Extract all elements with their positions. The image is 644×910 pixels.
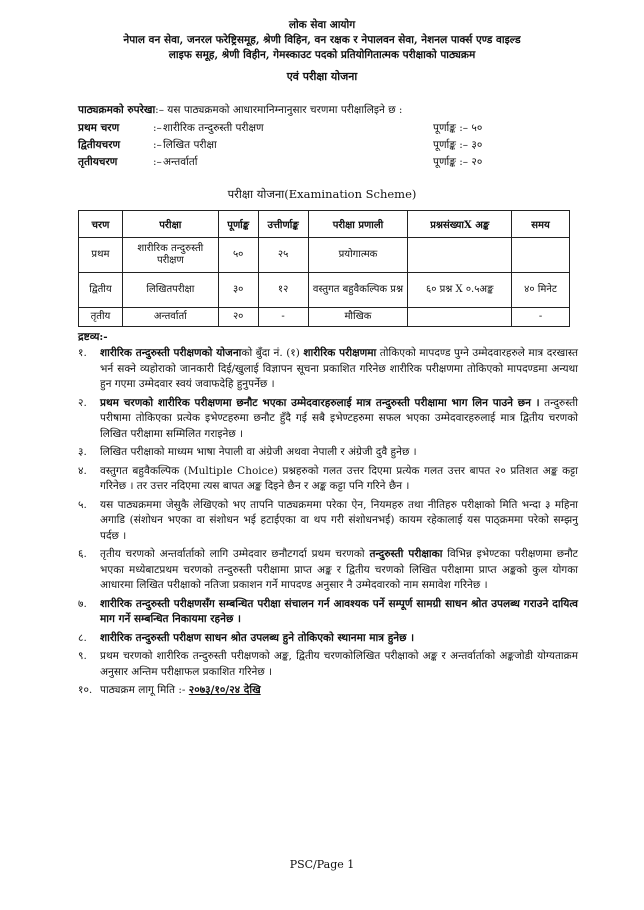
table-cell: ४० मिनेट bbox=[512, 273, 570, 308]
stage-marks: पूर्णाङ्क :– २० bbox=[433, 156, 483, 168]
column-header: समय bbox=[512, 211, 570, 238]
effective-date-label: पाठ्यक्रम लागू मिति :- bbox=[100, 684, 189, 696]
table-cell: प्रथम bbox=[79, 238, 123, 273]
note-number: ४. bbox=[78, 464, 87, 477]
note-item bbox=[78, 464, 578, 495]
note-number: ७. bbox=[78, 597, 87, 610]
note-number: ६. bbox=[78, 548, 87, 560]
table-row bbox=[79, 238, 570, 273]
effective-date: २०७३/१०/२४ देखि bbox=[188, 684, 261, 696]
stage-list bbox=[78, 120, 568, 171]
note-text bbox=[100, 396, 578, 443]
stage-name: द्वितीयचरण bbox=[78, 139, 121, 151]
stage-separator: :– bbox=[153, 156, 162, 168]
column-header: पूर्णाङ्क bbox=[218, 211, 258, 238]
note-bold: प्रथम चरणको शारीरिक परीक्षणमा छनौट भएका उम्मेदवारहरुलाई मात्र तन्दुरुस्ती परीक्षामा भाग लिन पाउने छन । bbox=[100, 396, 540, 409]
note-number: १. bbox=[78, 347, 87, 359]
note-plain: तृतीय चरणको अन्तर्वार्ताको लागि उम्मेदवार छनौटगर्दा प्रथम चरणको bbox=[100, 548, 370, 560]
note-number: १०. bbox=[78, 684, 93, 696]
note-number: ३. bbox=[78, 446, 87, 458]
note-item bbox=[78, 597, 578, 628]
note-text bbox=[100, 346, 578, 393]
column-header: परीक्षा प्रणाली bbox=[308, 211, 408, 238]
stage-row bbox=[78, 120, 568, 137]
exam-scheme-table bbox=[78, 210, 570, 327]
intro-line bbox=[78, 103, 578, 117]
stage-desc: अन्तर्वार्ता bbox=[163, 156, 198, 168]
table-cell: द्वितीय bbox=[79, 273, 123, 308]
header-line-1: लोक सेवा आयोग bbox=[288, 19, 356, 31]
stage-desc: शारीरिक तन्दुरुस्ती परीक्षण bbox=[163, 122, 264, 134]
intro-label: पाठ्यक्रमको रुपरेखा bbox=[78, 104, 156, 116]
column-header: परीक्षा bbox=[122, 211, 218, 238]
note-text: यस पाठ्यक्रममा जेसुकै लेखिएको भए तापनि पाठ्यक्रममा परेका ऐन, नियमहरु तथा नीतिहरु परीक्षाको मिति भन्दा ३ महिना अगाडि (संशोधन भएका वा संशोधन भई हटाईएका वा थप गरी संशोधनभई) कायम रहेकालाई यस पाठ्क्रममा परेको सम्झनु पर्दछ । bbox=[100, 498, 578, 542]
table-cell bbox=[408, 308, 512, 327]
note-text: लिखित परीक्षाको माध्यम भाषा नेपाली वा अंग्रेजी अथवा नेपाली र अंग्रेजी दुवै हुनेछ । bbox=[100, 446, 417, 458]
note-text bbox=[100, 683, 578, 699]
table-cell: अन्तर्वार्ता bbox=[122, 308, 218, 327]
table-cell: मौखिक bbox=[308, 308, 408, 327]
table-cell: - bbox=[258, 308, 308, 327]
page-footer: PSC/Page 1 bbox=[289, 858, 355, 871]
note-plain: विभिन्न इभेण्टका परीक्षणमा छनौट भएका मध्येबाटप्रथम चरणको तन्दुरुस्ती परीक्षामा प्राप्त अङ्क र द्वितीय चरणको लिखित परीक्षामा प्राप्त अङ्कको कुल योगका आधारमा लिखित परीक्षाको नतिजा प्रकाशन गर्ने मापदण्ड अनुसार नै उम्मेदवारको नाम समावेश गरिनेछ । bbox=[100, 548, 578, 591]
note-text bbox=[100, 547, 578, 594]
table-cell: - bbox=[512, 308, 570, 327]
scheme-title: परीक्षा योजना(Examination Scheme) bbox=[227, 187, 417, 201]
note-item bbox=[78, 631, 578, 647]
notes-title: द्रष्टव्य:- bbox=[78, 331, 108, 343]
document-header bbox=[0, 18, 644, 63]
stage-desc: लिखित परीक्षा bbox=[163, 139, 217, 151]
note-item bbox=[78, 396, 578, 443]
note-bold: शारीरिक परीक्षणमा bbox=[303, 347, 377, 359]
stage-name: प्रथम चरण bbox=[78, 122, 120, 134]
stage-name: तृतीयचरण bbox=[78, 156, 118, 168]
stage-marks: पूर्णाङ्क :– ५० bbox=[433, 122, 483, 134]
note-item bbox=[78, 498, 578, 545]
table-cell: ५० bbox=[218, 238, 258, 273]
table-cell: ६० प्रश्न X ०.५अङ्क bbox=[408, 273, 512, 308]
table-cell: तृतीय bbox=[79, 308, 123, 327]
note-number: ५. bbox=[78, 498, 87, 511]
note-item bbox=[78, 547, 578, 594]
note-number: ९. bbox=[78, 650, 87, 662]
table-cell: लिखितपरीक्षा bbox=[122, 273, 218, 308]
note-item bbox=[78, 649, 578, 680]
note-text: प्रथम चरणको शारीरिक तन्दुरुस्ती परीक्षणको अङ्क, द्वितीय चरणकोलिखित परीक्षाको अङ्क र अन्तर्वार्ताको अङ्कजोडी योग्यताक्रम अनुसार अन्तिम परीक्षाफल प्रकाशित गरिनेछ । bbox=[100, 650, 578, 678]
header-subtitle: एवं परीक्षा योजना bbox=[286, 70, 358, 83]
note-text: वस्तुगत बहुवैकल्पिक (Multiple Choice) प्रश्नहरुको गलत उत्तर दिएमा प्रत्येक गलत उत्तर बापत २० प्रतिशत अङ्क कट्टा गरिनेछ । तर उत्तर नदिएमा त्यस बापत अङ्क दिइने छैन र अङ्क कट्टा पनि गरिने छैन । bbox=[100, 464, 578, 492]
note-item bbox=[78, 445, 578, 461]
table-row bbox=[79, 273, 570, 308]
table-cell: वस्तुगत बहुवैकल्पिक प्रश्न bbox=[308, 273, 408, 308]
note-item bbox=[78, 346, 578, 393]
column-header: उत्तीर्णाङ्क bbox=[258, 211, 308, 238]
note-plain: तोकिएको मापदण्ड पुग्ने उम्मेदवारहरुले मात्र दरखास्त भर्न सक्ने व्यहोराको जानकारी दिई/खुलाई विज्ञापन सूचना प्रकाशित गरिनेछ शारीरिक परीक्षणमा तोकिएको मापदण्डमा अन्यथा हुन गएमा उम्मेदवार स्वयं जवाफदेहि हुनुपर्नेछ । bbox=[100, 347, 578, 390]
note-text: शारीरिक तन्दुरुस्ती परीक्षण साधन श्रोत उपलब्ध हुने तोकिएको स्थानमा मात्र हुनेछ । bbox=[100, 631, 415, 644]
stage-row bbox=[78, 154, 568, 171]
note-number: ८. bbox=[78, 631, 87, 644]
table-cell: प्रयोगात्मक bbox=[308, 238, 408, 273]
note-number: २. bbox=[78, 396, 87, 409]
column-header: प्रश्नसंख्याX अङ्क bbox=[408, 211, 512, 238]
intro-text: :– यस पाठ्यक्रमको आधारमानिम्नानुसार चरणमा परीक्षालिइने छ : bbox=[155, 104, 403, 116]
stage-separator: :– bbox=[153, 122, 162, 134]
table-cell bbox=[512, 238, 570, 273]
note-plain: को बुँदा नं. (१) bbox=[241, 347, 304, 359]
table-cell: २५ bbox=[258, 238, 308, 273]
header-line-3: लाइफ समूह, श्रेणी विहीन, गेमस्काउट पदको प्रतियोगितात्मक परीक्षाको पाठ्यक्रम bbox=[168, 49, 476, 61]
table-row bbox=[79, 308, 570, 327]
note-bold: शारीरिक तन्दुरुस्ती परीक्षणको योजना bbox=[100, 347, 242, 359]
column-header: चरण bbox=[79, 211, 123, 238]
note-plain: तन्दुरुस्ती परीषामा तोकिएका प्रत्येक इभेण्टहरुमा छनौट हुँदै गई सबै इभेण्टहरुमा सफल भएका उम्मेदवारहरुलाई मात्र द्वितीय चरणको लिखित परीक्षामा सम्मिलित गराइनेछ । bbox=[100, 396, 578, 440]
note-item bbox=[78, 683, 578, 699]
table-cell bbox=[408, 238, 512, 273]
note-bold: तन्दुरुस्ती परीक्षाका bbox=[369, 548, 443, 560]
header-line-2: नेपाल वन सेवा, जनरल फरेष्ट्रिसमूह, श्रेणी विहिन, वन रक्षक र नेपालवन सेवा, नेशनल पार्क्स एण्ड वाइल्ड bbox=[123, 34, 521, 46]
table-header-row bbox=[79, 211, 570, 238]
table-cell: २० bbox=[218, 308, 258, 327]
table-cell: ३० bbox=[218, 273, 258, 308]
stage-marks: पूर्णाङ्क :– ३० bbox=[433, 139, 483, 151]
stage-row bbox=[78, 137, 568, 154]
note-text: शारीरिक तन्दुरुस्ती परीक्षणसँग सम्बन्धित परीक्षा संचालन गर्न आवश्यक पर्ने सम्पूर्ण सामग्री साधन श्रोत उपलब्ध गराउने दायित्व माग गर्ने सम्बन्धित निकायमा रहनेछ । bbox=[100, 597, 578, 625]
stage-separator: :– bbox=[153, 139, 162, 151]
notes-list bbox=[78, 346, 578, 702]
table-cell: शारीरिक तन्दुरुस्ती परीक्षण bbox=[122, 238, 218, 273]
table-cell: १२ bbox=[258, 273, 308, 308]
